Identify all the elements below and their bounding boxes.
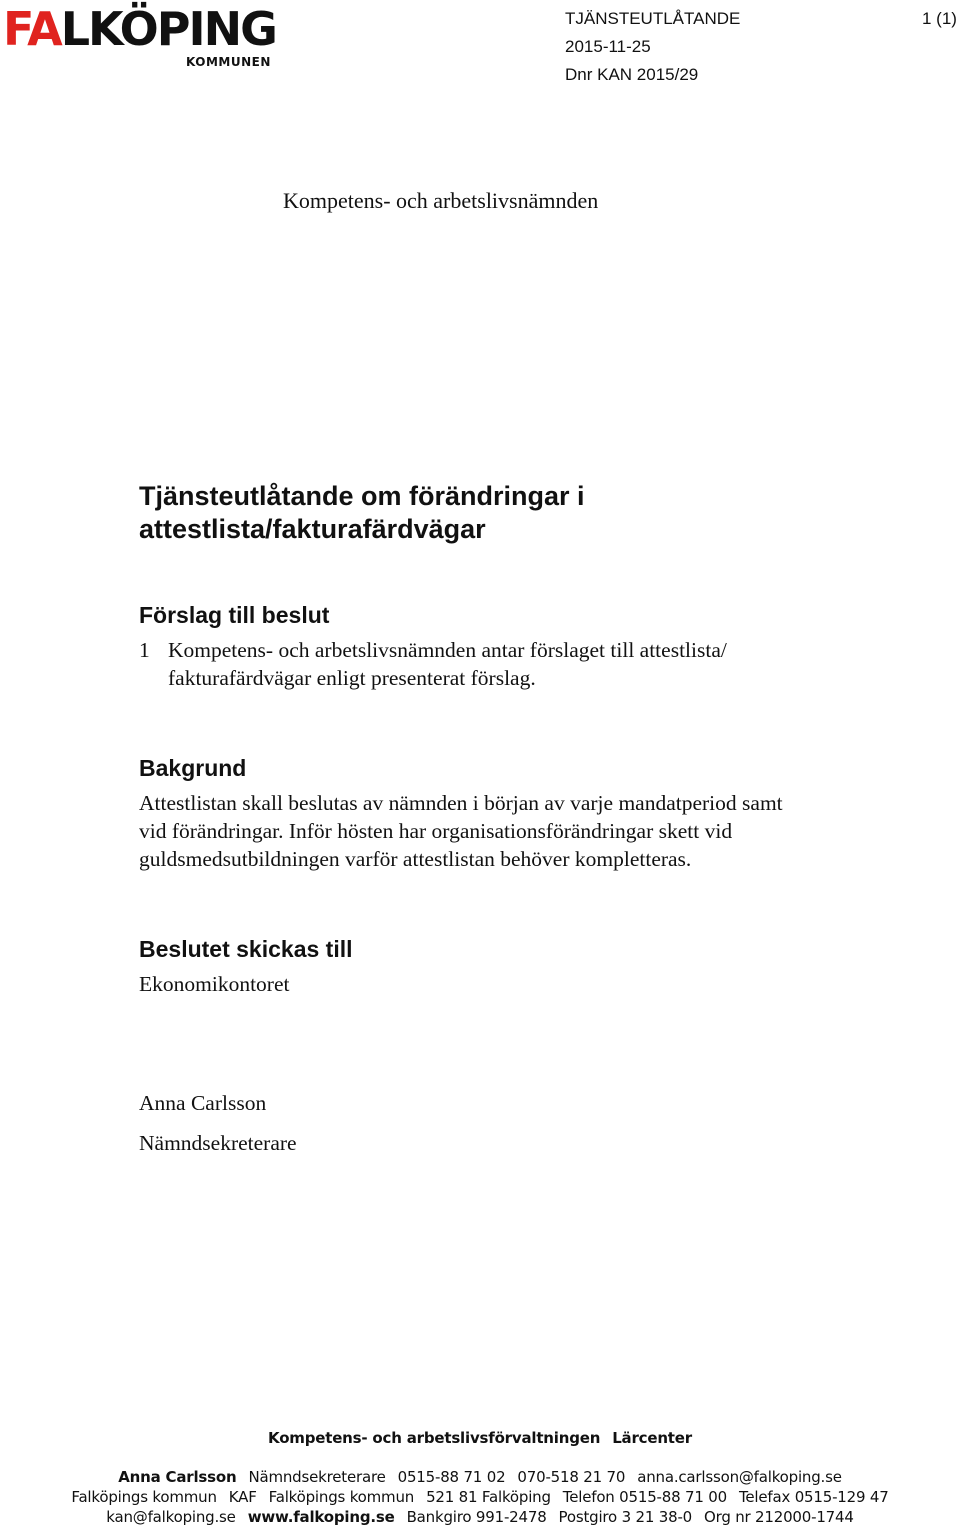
background-line2: vid förändringar. Inför hösten har organisationsförändringar skett vid xyxy=(139,819,733,843)
footer-unit: Lärcenter xyxy=(612,1429,692,1447)
footer-website-link[interactable]: www.falkoping.se xyxy=(247,1508,395,1526)
document-type: TJÄNSTEUTLÅTANDE xyxy=(565,9,741,28)
footer-contact-name: Anna Carlsson xyxy=(118,1468,237,1486)
footer-org-name: Kompetens- och arbetslivsförvaltningen xyxy=(268,1429,601,1447)
footer-email[interactable]: kan@falkoping.se xyxy=(106,1508,236,1526)
proposal-item-line2: fakturafärdvägar enligt presenterat förslag. xyxy=(168,666,536,690)
footer-address: Falköpings kommun KAF Falköpings kommun 521 81 Falköping Telefon 0515-88 71 00 Telefax 0515-129 47 xyxy=(71,1488,889,1506)
proposal-heading: Förslag till beslut xyxy=(139,602,330,628)
background-heading: Bakgrund xyxy=(139,755,247,781)
signature-role: Nämndsekreterare xyxy=(139,1131,297,1155)
document-dnr: Dnr KAN 2015/29 xyxy=(565,65,699,84)
background-line3: guldsmedsutbildningen varför attestlistan behöver kompletteras. xyxy=(139,847,692,871)
document-date: 2015-11-25 xyxy=(565,37,651,56)
footer-contact-email[interactable]: anna.carlsson@falkoping.se xyxy=(637,1468,842,1486)
document-title: Tjänsteutlåtande om förändringar i attestlista/fakturafärdvägar xyxy=(139,481,585,544)
recipient: Kompetens- och arbetslivsnämnden xyxy=(283,188,599,213)
signature-name: Anna Carlsson xyxy=(139,1091,267,1115)
page-number: 1 (1) xyxy=(922,9,957,28)
sent-to-value: Ekonomikontoret xyxy=(139,972,290,996)
falkoping-logo xyxy=(3,2,278,69)
footer-finance: kan@falkoping.se www.falkoping.se Bankgiro 991-2478 Postgiro 3 21 38-0 Org nr 212000-1744 xyxy=(106,1508,854,1526)
footer-organization xyxy=(0,1429,960,1447)
logo-subtitle: KOMMUNEN xyxy=(186,55,271,69)
sent-to-heading: Beslutet skickas till xyxy=(139,936,353,962)
proposal-item-line1: Kompetens- och arbetslivsnämnden antar förslaget till attestlista/ xyxy=(168,638,727,662)
proposal-item-number: 1 xyxy=(139,638,150,662)
background-line1: Attestlistan skall beslutas av nämnden i början av varje mandatperiod samt xyxy=(139,791,783,815)
footer-contact: Anna Carlsson Nämndsekreterare 0515-88 71 02 070-518 21 70 anna.carlsson@falkoping.se xyxy=(118,1468,842,1486)
logo-wordmark: FALKÖPING xyxy=(3,2,276,56)
